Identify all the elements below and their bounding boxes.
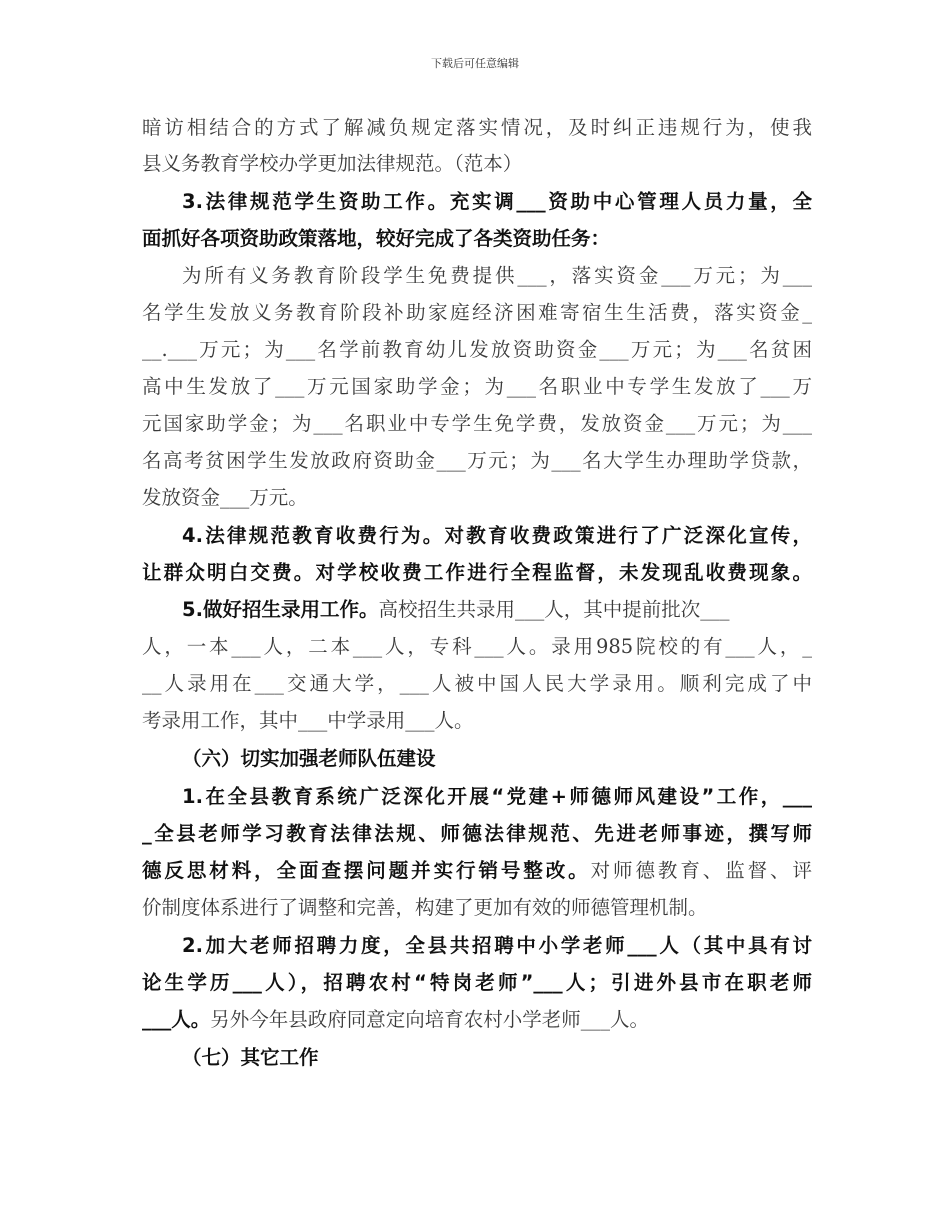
heading-item-5: 5.做好招生录用工作。 — [182, 598, 379, 621]
text-line: 县义务教育学校办学更加法律规范。（范本） — [142, 152, 523, 175]
text-line: 元国家助学金；为___名职业中专学生免学费，发放资金___万元；为___ — [142, 412, 812, 435]
text-line: 另外今年县政府同意定向培育农村小学老师___人。 — [210, 1008, 650, 1031]
heading-item-1-end: 德反思材料，全面查摆问题并实行销号整改。 — [142, 859, 591, 882]
heading-item-3: 3.法律规范学生资助工作。充实调___资助中心管理人员力量，全 — [182, 190, 812, 213]
item-2-line — [142, 1002, 812, 1038]
item-1-line — [142, 853, 812, 889]
heading-item-4: 4.法律规范教育收费行为。对教育收费政策进行了广泛深化宣传， — [182, 524, 812, 547]
text-line: 高中生发放了___万元国家助学金；为___名职业中专学生发放了___万 — [142, 375, 812, 398]
text-line: 价制度体系进行了调整和完善，构建了更加有效的师德管理机制。 — [142, 896, 708, 919]
text-line: 考录用工作，其中___中学录用___人。 — [142, 709, 474, 732]
text-line: 对师德教育、监督、评 — [590, 859, 812, 882]
section-heading-7: （七）其它工作 — [182, 1046, 319, 1069]
text-line: __.___万元；为___名学前教育幼儿发放资助资金___万元；为___名贫困 — [142, 338, 812, 361]
text-line: 暗访相结合的方式了解减负规定落实情况，及时纠正违规行为，使我 — [142, 116, 812, 139]
text-line: 为所有义务教育阶段学生免费提供___，落实资金___万元；为___ — [182, 264, 812, 287]
heading-item-4-cont: 让群众明白交费。对学校收费工作进行全程监督，未发现乱收费现象。 — [142, 561, 812, 584]
heading-item-1-cont: _全县老师学习教育法律法规、师德法律规范、先进老师事迹，撰写师 — [142, 822, 812, 845]
text-line: 名学生发放义务教育阶段补助家庭经济困难寄宿生生活费，落实资金_ — [142, 301, 812, 324]
heading-item-2-cont: 论生学历___人），招聘农村“特岗老师”___人；引进外县市在职老师 — [142, 971, 812, 994]
text-line: 高校招生共录用___人，其中提前批次___ — [378, 598, 730, 621]
section-heading-6: （六）切实加强老师队伍建设 — [182, 747, 436, 770]
text-line: 人，一本___人，二本___人，专科___人。录用985院校的有___人，_ — [142, 635, 812, 658]
text-line: 发放资金___万元。 — [142, 486, 308, 509]
heading-item-1: 1.在全县教育系统广泛深化开展“党建+师德师风建设”工作，___ — [182, 785, 812, 808]
heading-item-3-cont: 面抓好各项资助政策落地，较好完成了各类资助任务： — [142, 227, 611, 250]
text-line: 名高考贫困学生发放政府资助金___万元；为___名大学生办理助学贷款， — [142, 449, 812, 472]
heading-item-2-end: ___人。 — [142, 1008, 211, 1031]
item-5-line — [182, 592, 812, 628]
page-header: 下载后可任意编辑 — [431, 57, 519, 70]
text-line: __人录用在___交通大学，___人被中国人民大学录用。顺利完成了中 — [142, 672, 812, 695]
heading-item-2: 2.加大老师招聘力度，全县共招聘中小学老师___人（其中具有讨 — [182, 934, 812, 957]
